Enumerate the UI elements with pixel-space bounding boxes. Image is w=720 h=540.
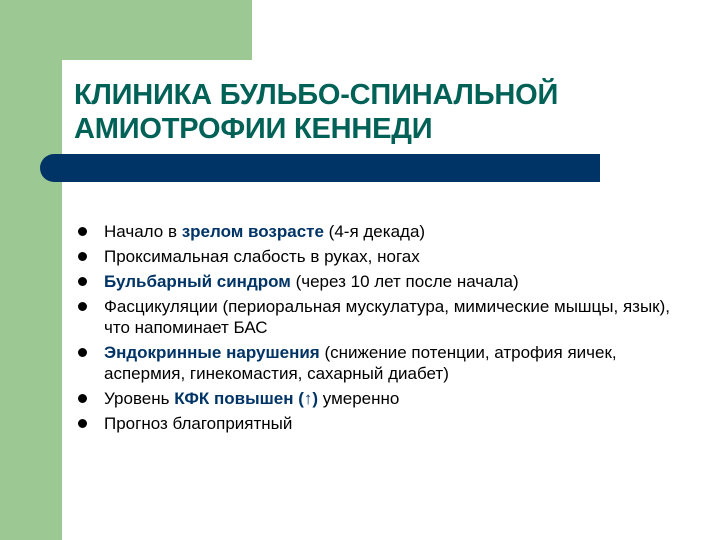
bullet-dot-icon — [78, 394, 87, 403]
bullet-text-bold: зрелом возрасте — [181, 222, 324, 241]
bullet-item — [78, 296, 678, 338]
bullet-dot-icon — [78, 302, 87, 311]
bullet-item — [78, 388, 678, 409]
bullet-text-post: (4-я декада) — [323, 222, 426, 241]
title-divider-bar-end — [586, 154, 600, 182]
bullet-item — [78, 413, 678, 434]
bullet-item — [78, 342, 678, 384]
top-green-block — [0, 0, 252, 60]
bullet-dot-icon — [78, 348, 87, 357]
bullet-text-pre: Фасцикуляции (периоральная мускулатура, мимические мышцы, язык), что напоминает БАС — [104, 297, 670, 337]
bullet-text-bold: Эндокринные нарушения — [104, 343, 320, 362]
bullet-item — [78, 271, 678, 292]
bullet-dot-icon — [78, 277, 87, 286]
bullet-text-bold: КФК повышен (↑) — [174, 389, 319, 408]
bullet-text-post: (снижение потенции, атрофия яичек, аспермия, гинекомастия, сахарный диабет) — [104, 343, 617, 383]
bullet-dot-icon — [78, 227, 87, 236]
bullet-text-post: (через 10 лет после начала) — [290, 272, 519, 291]
bullet-text-post: умеренно — [318, 389, 400, 408]
bullet-item — [78, 246, 678, 267]
left-green-band — [0, 0, 62, 540]
slide-title-line-1: КЛИНИКА БУЛЬБО-СПИНАЛЬНОЙ — [74, 79, 559, 111]
slide-title — [74, 78, 694, 146]
bullet-dot-icon — [78, 419, 87, 428]
bullet-list — [78, 221, 678, 438]
bullet-text-pre: Прогноз благоприятный — [104, 414, 293, 433]
bullet-text-pre: Начало в — [104, 222, 182, 241]
title-divider-bar — [40, 154, 600, 182]
bullet-dot-icon — [78, 252, 87, 261]
bullet-item — [78, 221, 678, 242]
bullet-text-pre: Проксимальная слабость в руках, ногах — [104, 247, 420, 266]
bullet-text-pre: Уровень — [104, 389, 175, 408]
bullet-text-bold: Бульбарный синдром — [104, 272, 291, 291]
slide-title-line-2: АМИОТРОФИИ КЕННЕДИ — [74, 113, 433, 145]
